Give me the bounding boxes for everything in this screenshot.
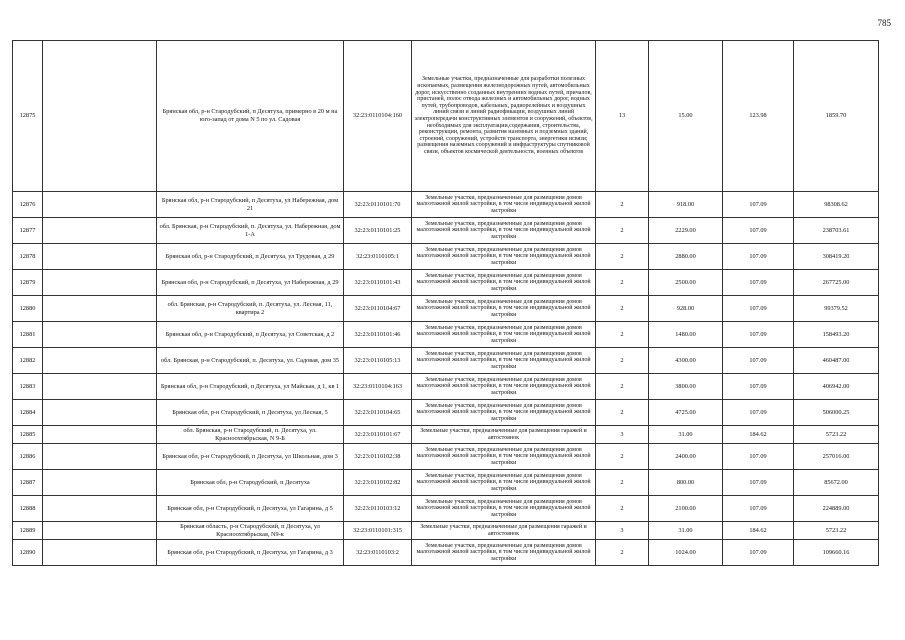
land-use-cell: Земельные участки, предназначенные для размещения домов малоэтажной жилой застройки, в том числе индивидуальной жилой застройки bbox=[412, 296, 596, 322]
blank-cell bbox=[43, 400, 157, 426]
cadastral-number-cell: 32:23:0110104:160 bbox=[344, 41, 412, 192]
rate-cell: 107.09 bbox=[723, 348, 794, 374]
land-use-cell: Земельные участки, предназначенные для разработки полезных ископаемых, размещения железнодорожных путей, автомобильных дорог, искусственно созданных внутренних водных путей, причалов, пристаней, полос отвода железных и автомобильных дорог, водных путей, трубопроводов, кабельных, радиорелейных и воздушных линий связи и линий радиофикации, воздушных линий электропередачи конструктивных элементов и сооружений, объектов, необходимых для эксплуатации,содержания, строительства, реконструкции, ремонта, развития наземных и подземных зданий, строений, сооружений, устройств транспорта, энергетики исвязи; размещения наземных сооружений и инфраструктуры спутниковой связи, объектов космической деятельности, военных объектов bbox=[412, 41, 596, 192]
area-cell: 31.00 bbox=[649, 522, 723, 540]
cadastral-number-cell: 32:23:0110105:13 bbox=[344, 348, 412, 374]
blank-cell bbox=[43, 470, 157, 496]
land-use-cell: Земельные участки, предназначенные для размещения домов малоэтажной жилой застройки, в том числе индивидуальной жилой застройки bbox=[412, 244, 596, 270]
row-id-cell: 12875 bbox=[13, 41, 43, 192]
land-use-code-cell: 2 bbox=[596, 374, 649, 400]
address-cell: Брянская обл, р-н Стародубский, п Десятуха bbox=[157, 470, 344, 496]
table-row bbox=[13, 270, 879, 296]
table-row bbox=[13, 41, 879, 192]
land-use-code-cell: 2 bbox=[596, 540, 649, 566]
address-cell: Брянская обл, р-н Стародубский, п Десятуха, ул Набережная, д 29 bbox=[157, 270, 344, 296]
table-row bbox=[13, 348, 879, 374]
cadastral-value-cell: 5723.22 bbox=[794, 426, 879, 444]
cadastral-value-cell: 308419.20 bbox=[794, 244, 879, 270]
table-row bbox=[13, 522, 879, 540]
cadastral-number-cell: 32:23:0110104:163 bbox=[344, 374, 412, 400]
rate-cell: 107.09 bbox=[723, 244, 794, 270]
area-cell: 2400.00 bbox=[649, 444, 723, 470]
blank-cell bbox=[43, 444, 157, 470]
row-id-cell: 12883 bbox=[13, 374, 43, 400]
land-use-cell: Земельные участки, предназначенные для размещения домов малоэтажной жилой застройки, в том числе индивидуальной жилой застройки bbox=[412, 470, 596, 496]
rate-cell: 107.09 bbox=[723, 296, 794, 322]
land-use-cell: Земельные участки, предназначенные для размещения домов малоэтажной жилой застройки, в том числе индивидуальной жилой застройки bbox=[412, 540, 596, 566]
cadastral-number-cell: 32:23:0110102:82 bbox=[344, 470, 412, 496]
cadastral-value-cell: 99379.52 bbox=[794, 296, 879, 322]
blank-cell bbox=[43, 41, 157, 192]
cadastral-value-cell: 1859.70 bbox=[794, 41, 879, 192]
cadastral-value-cell: 257016.00 bbox=[794, 444, 879, 470]
table-row bbox=[13, 244, 879, 270]
cadastral-number-cell: 32:23:0110104:65 bbox=[344, 400, 412, 426]
land-use-code-cell: 2 bbox=[596, 322, 649, 348]
blank-cell bbox=[43, 496, 157, 522]
address-cell: Брянская обл, р-н Стародубский, п Десятуха, ул Гагарина, д 3 bbox=[157, 540, 344, 566]
land-use-code-cell: 2 bbox=[596, 400, 649, 426]
row-id-cell: 12888 bbox=[13, 496, 43, 522]
table-row bbox=[13, 444, 879, 470]
area-cell: 1024.00 bbox=[649, 540, 723, 566]
area-cell: 4725.00 bbox=[649, 400, 723, 426]
land-use-code-cell: 2 bbox=[596, 444, 649, 470]
land-use-cell: Земельные участки, предназначенные для размещения домов малоэтажной жилой застройки, в том числе индивидуальной жилой застройки bbox=[412, 218, 596, 244]
land-use-cell: Земельные участки, предназначенные для размещения домов малоэтажной жилой застройки, в том числе индивидуальной жилой застройки bbox=[412, 270, 596, 296]
land-use-cell: Земельные участки, предназначенные для размещения гаражей и автостоянок bbox=[412, 522, 596, 540]
area-cell: 31.00 bbox=[649, 426, 723, 444]
row-id-cell: 12886 bbox=[13, 444, 43, 470]
land-use-code-cell: 2 bbox=[596, 348, 649, 374]
land-use-code-cell: 2 bbox=[596, 296, 649, 322]
blank-cell bbox=[43, 296, 157, 322]
cadastral-number-cell: 32:23:0110101:46 bbox=[344, 322, 412, 348]
table-row bbox=[13, 192, 879, 218]
cadastral-number-cell: 32:23:0110103:12 bbox=[344, 496, 412, 522]
land-use-cell: Земельные участки, предназначенные для размещения домов малоэтажной жилой застройки, в том числе индивидуальной жилой застройки bbox=[412, 348, 596, 374]
land-use-code-cell: 3 bbox=[596, 426, 649, 444]
row-id-cell: 12887 bbox=[13, 470, 43, 496]
rate-cell: 107.09 bbox=[723, 540, 794, 566]
address-cell: обл. Брянская, р-н Стародубский, п. Десятуха, ул. Набережная, дом 1-А bbox=[157, 218, 344, 244]
row-id-cell: 12881 bbox=[13, 322, 43, 348]
land-use-cell: Земельные участки, предназначенные для размещения домов малоэтажной жилой застройки, в том числе индивидуальной жилой застройки bbox=[412, 374, 596, 400]
area-cell: 1480.00 bbox=[649, 322, 723, 348]
rate-cell: 107.09 bbox=[723, 444, 794, 470]
address-cell: Брянская обл, р-н Стародубский, п Десятуха, ул Трудовая, д 29 bbox=[157, 244, 344, 270]
rate-cell: 184.62 bbox=[723, 522, 794, 540]
row-id-cell: 12878 bbox=[13, 244, 43, 270]
blank-cell bbox=[43, 244, 157, 270]
table-row bbox=[13, 374, 879, 400]
table-row bbox=[13, 496, 879, 522]
cadastral-number-cell: 32:23:0110101:67 bbox=[344, 426, 412, 444]
address-cell: Брянская обл, р-н Стародубский, п Десятуха, ул Советская, д 2 bbox=[157, 322, 344, 348]
area-cell: 928.00 bbox=[649, 296, 723, 322]
area-cell: 800.00 bbox=[649, 470, 723, 496]
page-number: 785 bbox=[877, 18, 891, 28]
blank-cell bbox=[43, 522, 157, 540]
cadastral-number-cell: 32:23:0110104:67 bbox=[344, 296, 412, 322]
land-use-code-cell: 2 bbox=[596, 496, 649, 522]
cadastral-value-cell: 158493.20 bbox=[794, 322, 879, 348]
cadastral-value-cell: 460487.00 bbox=[794, 348, 879, 374]
cadastral-value-cell: 506000.25 bbox=[794, 400, 879, 426]
cadastral-value-cell: 267725.00 bbox=[794, 270, 879, 296]
cadastral-number-cell: 32:23:0110102:38 bbox=[344, 444, 412, 470]
address-cell: обл. Брянская, р-н Стародубский, п. Десятуха, ул. Садовая, дом 35 bbox=[157, 348, 344, 374]
cadastral-value-table bbox=[12, 40, 879, 566]
table-row bbox=[13, 426, 879, 444]
cadastral-number-cell: 32:23:0110105:1 bbox=[344, 244, 412, 270]
land-use-code-cell: 2 bbox=[596, 470, 649, 496]
rate-cell: 107.09 bbox=[723, 270, 794, 296]
rate-cell: 107.09 bbox=[723, 322, 794, 348]
land-use-code-cell: 3 bbox=[596, 522, 649, 540]
land-use-cell: Земельные участки, предназначенные для размещения домов малоэтажной жилой застройки, в том числе индивидуальной жилой застройки bbox=[412, 322, 596, 348]
table-row bbox=[13, 400, 879, 426]
address-cell: Брянская область, р-н Стародубский, п Десятуха, ул Красноохтябрьская, N9-к bbox=[157, 522, 344, 540]
rate-cell: 107.09 bbox=[723, 192, 794, 218]
land-use-code-cell: 2 bbox=[596, 218, 649, 244]
cadastral-value-cell: 98308.62 bbox=[794, 192, 879, 218]
land-use-cell: Земельные участки, предназначенные для размещения гаражей и автостоянок bbox=[412, 426, 596, 444]
row-id-cell: 12884 bbox=[13, 400, 43, 426]
cadastral-value-cell: 406942.00 bbox=[794, 374, 879, 400]
table-row bbox=[13, 470, 879, 496]
address-cell: Брянская обл, р-н Стародубский, п Десятуха, ул Лесная, 5 bbox=[157, 400, 344, 426]
land-use-cell: Земельные участки, предназначенные для размещения домов малоэтажной жилой застройки, в том числе индивидуальной жилой застройки bbox=[412, 400, 596, 426]
rate-cell: 107.09 bbox=[723, 218, 794, 244]
cadastral-number-cell: 32:23:0110103:2 bbox=[344, 540, 412, 566]
row-id-cell: 12879 bbox=[13, 270, 43, 296]
land-use-cell: Земельные участки, предназначенные для размещения домов малоэтажной жилой застройки, в том числе индивидуальной жилой застройки bbox=[412, 444, 596, 470]
land-use-code-cell: 13 bbox=[596, 41, 649, 192]
blank-cell bbox=[43, 374, 157, 400]
blank-cell bbox=[43, 322, 157, 348]
blank-cell bbox=[43, 348, 157, 374]
row-id-cell: 12877 bbox=[13, 218, 43, 244]
cadastral-value-cell: 238703.61 bbox=[794, 218, 879, 244]
area-cell: 4300.00 bbox=[649, 348, 723, 374]
blank-cell bbox=[43, 192, 157, 218]
blank-cell bbox=[43, 218, 157, 244]
address-cell: обл. Брянская, р-н Стародубский, п. Десятуха, ул. Красноохтябрьская, N 9-Б bbox=[157, 426, 344, 444]
rate-cell: 107.09 bbox=[723, 400, 794, 426]
table-row bbox=[13, 322, 879, 348]
rate-cell: 107.09 bbox=[723, 496, 794, 522]
cadastral-number-cell: 32:23:0110101:43 bbox=[344, 270, 412, 296]
blank-cell bbox=[43, 540, 157, 566]
blank-cell bbox=[43, 270, 157, 296]
cadastral-value-cell: 85672.00 bbox=[794, 470, 879, 496]
cadastral-number-cell: 32:23:0110101:70 bbox=[344, 192, 412, 218]
land-use-cell: Земельные участки, предназначенные для размещения домов малоэтажной жилой застройки, в том числе индивидуальной жилой застройки bbox=[412, 496, 596, 522]
table-row bbox=[13, 296, 879, 322]
area-cell: 15.00 bbox=[649, 41, 723, 192]
cadastral-value-cell: 109660.16 bbox=[794, 540, 879, 566]
area-cell: 2229.00 bbox=[649, 218, 723, 244]
row-id-cell: 12890 bbox=[13, 540, 43, 566]
row-id-cell: 12880 bbox=[13, 296, 43, 322]
row-id-cell: 12882 bbox=[13, 348, 43, 374]
address-cell: Брянская обл, р-н Стародубский, п Десятуха, ул Гагарина, д 5 bbox=[157, 496, 344, 522]
land-use-cell: Земельные участки, предназначенные для размещения домов малоэтажной жилой застройки, в том числе индивидуальной жилой застройки bbox=[412, 192, 596, 218]
cadastral-value-cell: 5723.22 bbox=[794, 522, 879, 540]
address-cell: Брянская обл, р-н Стародубский, п Десятуха, ул Школьная, дом 3 bbox=[157, 444, 344, 470]
address-cell: обл. Брянская, р-н Стародубский, п. Десятуха, ул. Лесная, 11, квартира 2 bbox=[157, 296, 344, 322]
cadastral-value-cell: 224889.00 bbox=[794, 496, 879, 522]
area-cell: 2500.00 bbox=[649, 270, 723, 296]
row-id-cell: 12885 bbox=[13, 426, 43, 444]
table-row bbox=[13, 218, 879, 244]
row-id-cell: 12889 bbox=[13, 522, 43, 540]
blank-cell bbox=[43, 426, 157, 444]
land-use-code-cell: 2 bbox=[596, 244, 649, 270]
address-cell: Брянская обл, р-н Стародубский, п Десятуха, ул Майская, д 1, кв 1 bbox=[157, 374, 344, 400]
cadastral-number-cell: 32:23:0110101:25 bbox=[344, 218, 412, 244]
area-cell: 918.00 bbox=[649, 192, 723, 218]
rate-cell: 107.09 bbox=[723, 470, 794, 496]
area-cell: 3800.00 bbox=[649, 374, 723, 400]
rate-cell: 123.98 bbox=[723, 41, 794, 192]
land-use-code-cell: 2 bbox=[596, 270, 649, 296]
land-use-code-cell: 2 bbox=[596, 192, 649, 218]
rate-cell: 107.09 bbox=[723, 374, 794, 400]
area-cell: 2880.00 bbox=[649, 244, 723, 270]
table-row bbox=[13, 540, 879, 566]
address-cell: Брянская обл, р-н Стародубский, п Десятуха, ул Набережная, дом 21 bbox=[157, 192, 344, 218]
rate-cell: 184.62 bbox=[723, 426, 794, 444]
cadastral-number-cell: 32:23:0110101:315 bbox=[344, 522, 412, 540]
area-cell: 2100.00 bbox=[649, 496, 723, 522]
address-cell: Брянская обл, р-н Стародубский, п Десятуха, примерно в 20 м на юго-запад от дома N 5 по ул. Садовая bbox=[157, 41, 344, 192]
row-id-cell: 12876 bbox=[13, 192, 43, 218]
